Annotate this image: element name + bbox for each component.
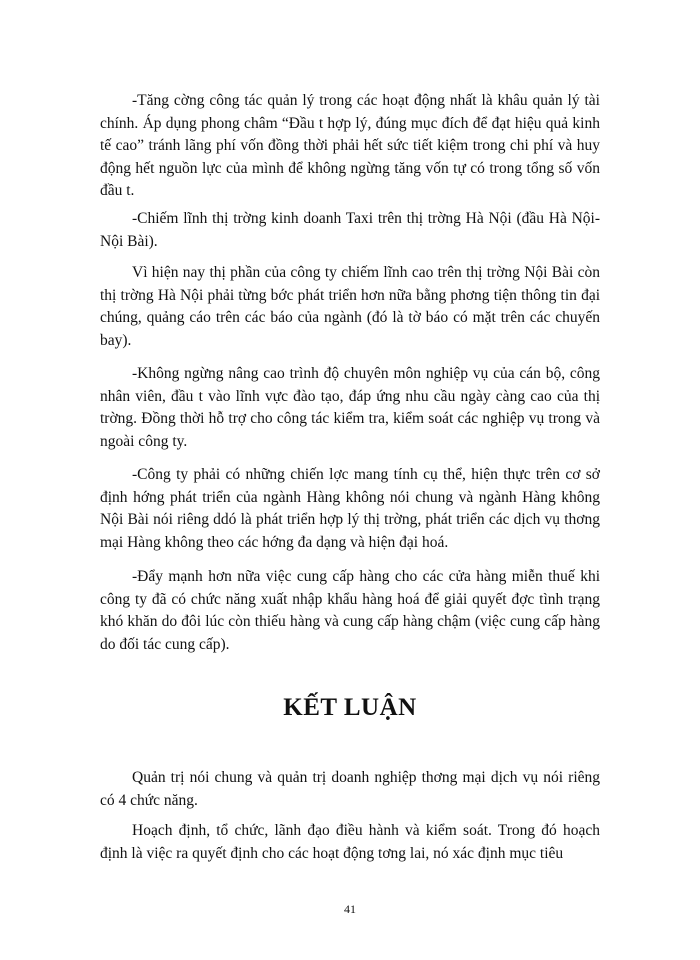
paragraph-taxi-market: -Chiếm lĩnh thị trờng kinh doanh Taxi trên thị trờng Hà Nội (đầu Hà Nội- Nội Bài). [100, 210, 600, 250]
paragraph-company-strategy: -Công ty phải có những chiến lợc mang tính cụ thể, hiện thực trên cơ sở định hớng phát triển của ngành Hàng không nói chung và ngành Hàng không Nội Bài nói riêng ddó là phát triển hợp lý thị trờng, phát triển các dịch vụ thơng mại Hàng không theo các hớng đa dạng và hiện đại hoá. [100, 466, 600, 551]
section-heading-conclusion: KẾT LUẬN [283, 694, 417, 721]
paragraph-management-functions: Quản trị nói chung và quản trị doanh nghiệp thơng mại dịch vụ nói riêng có 4 chức năng. [100, 769, 600, 809]
paragraph-staff-training: -Không ngừng nâng cao trình độ chuyên môn nghiệp vụ của cán bộ, công nhân viên, đầu t vào lĩnh vực đào tạo, đáp ứng nhu cầu ngày càng cao của thị trờng. Đồng thời hỗ trợ cho công tác kiểm tra, kiểm soát các nghiệp vụ trong và ngoài công ty. [100, 365, 600, 450]
paragraph-market-share: Vì hiện nay thị phần của công ty chiếm lĩnh cao trên thị trờng Nội Bài còn thị trờng Hà Nội phải từng bớc phát triển hơn nữa bằng phơng tiện thông tin đại chúng, quảng cáo trên các báo của ngành (đó là tờ báo có mặt trên các chuyến bay). [100, 264, 600, 349]
paragraph-duty-free-supply: -Đẩy mạnh hơn nữa việc cung cấp hàng cho các cửa hàng miễn thuế khi công ty đã có chức năng xuất nhập khẩu hàng hoá để giải quyết đợc tình trạng khó khăn do đôi lúc còn thiếu hàng và cung cấp hàng chậm (việc cung cấp hàng do đối tác cung cấp). [100, 568, 600, 653]
paragraph-planning: Hoạch định, tổ chức, lãnh đạo điều hành và kiểm soát. Trong đó hoạch định là việc ra quyết định cho các hoạt động tơng lai, nó xác định mục tiêu [100, 822, 600, 862]
page-number: 41 [344, 902, 356, 916]
paragraph-financial-management: -Tăng cờng công tác quản lý trong các hoạt động nhất là khâu quản lý tài chính. Áp dụng phong châm “Đầu t hợp lý, đúng mục đích để đạt hiệu quả kinh tế cao” tránh lãng phí vốn đồng thời phải hết sức tiết kiệm trong chi phí và huy động hết nguồn lực của mình để không ngừng tăng vốn tự có trong tổng số vốn đầu t. [100, 92, 600, 199]
